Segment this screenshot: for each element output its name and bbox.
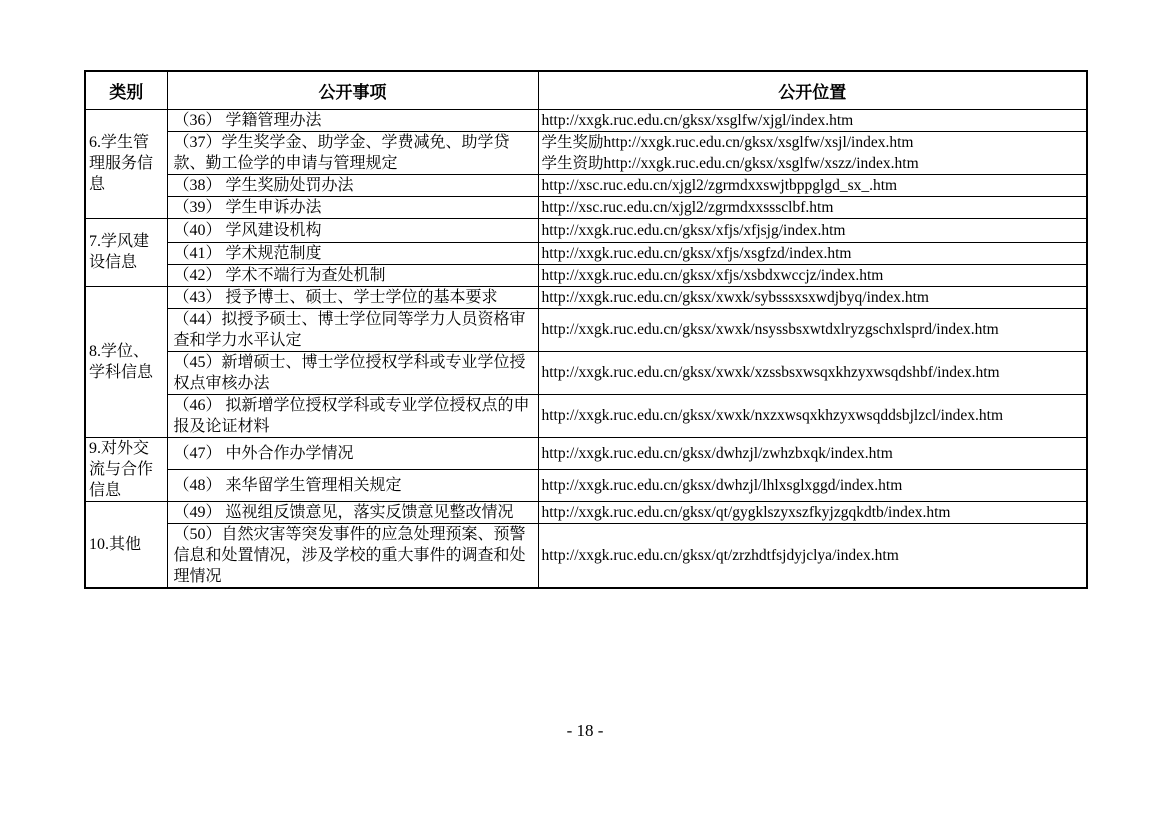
item-cell: （44）拟授予硕士、博士学位同等学力人员资格审查和学力水平认定 <box>167 308 538 351</box>
location-cell: http://xxgk.ruc.edu.cn/gksx/xsglfw/xjgl/index.htm <box>538 109 1087 131</box>
item-cell: （49） 巡视组反馈意见，落实反馈意见整改情况 <box>167 501 538 523</box>
column-header-location: 公开位置 <box>538 71 1087 109</box>
item-cell: （40） 学风建设机构 <box>167 218 538 242</box>
location-cell: http://xsc.ruc.edu.cn/xjgl2/zgrmdxxsssclbf.htm <box>538 196 1087 218</box>
item-cell: （42） 学术不端行为查处机制 <box>167 264 538 286</box>
location-line: 学生奖励http://xxgk.ruc.edu.cn/gksx/xsglfw/xsjl/index.htm <box>541 133 914 151</box>
table-row <box>85 437 1087 469</box>
table-row <box>85 469 1087 501</box>
table-row <box>85 264 1087 286</box>
table-row <box>85 523 1087 588</box>
item-cell: （50）自然灾害等突发事件的应急处理预案、预警信息和处置情况，涉及学校的重大事件的调查和处理情况 <box>167 523 538 588</box>
location-cell: http://xxgk.ruc.edu.cn/gksx/xfjs/xfjsjg/index.htm <box>538 218 1087 242</box>
category-cell-6: 6.学生管理服务信息 <box>85 109 167 218</box>
location-line: 学生资助http://xxgk.ruc.edu.cn/gksx/xsglfw/xszz/index.htm <box>541 154 919 172</box>
location-cell: http://xsc.ruc.edu.cn/xjgl2/zgrmdxxswjtbppglgd_sx_.htm <box>538 174 1087 196</box>
location-cell <box>538 131 1087 174</box>
location-cell: http://xxgk.ruc.edu.cn/gksx/qt/gygklszyxszfkyjzgqkdtb/index.htm <box>538 501 1087 523</box>
header-row <box>85 71 1087 109</box>
page-number: - 18 - <box>566 721 604 740</box>
location-cell: http://xxgk.ruc.edu.cn/gksx/xfjs/xsgfzd/index.htm <box>538 242 1087 264</box>
disclosure-table <box>84 70 1088 589</box>
column-header-category: 类别 <box>85 71 167 109</box>
table-row <box>85 242 1087 264</box>
location-cell: http://xxgk.ruc.edu.cn/gksx/qt/zrzhdtfsjdyjclya/index.htm <box>538 523 1087 588</box>
category-cell-8: 8.学位、学科信息 <box>85 286 167 437</box>
location-cell: http://xxgk.ruc.edu.cn/gksx/xfjs/xsbdxwccjz/index.htm <box>538 264 1087 286</box>
item-cell: （37）学生奖学金、助学金、学费减免、助学贷款、勤工俭学的申请与管理规定 <box>167 131 538 174</box>
table-row <box>85 109 1087 131</box>
table-row <box>85 351 1087 394</box>
table-row <box>85 501 1087 523</box>
table-row <box>85 218 1087 242</box>
location-cell: http://xxgk.ruc.edu.cn/gksx/xwxk/sybsssxsxwdjbyq/index.htm <box>538 286 1087 308</box>
location-cell: http://xxgk.ruc.edu.cn/gksx/xwxk/nsyssbsxwtdxlryzgschxlsprd/index.htm <box>538 308 1087 351</box>
item-cell: （36） 学籍管理办法 <box>167 109 538 131</box>
location-cell: http://xxgk.ruc.edu.cn/gksx/xwxk/xzssbsxwsqxkhzyxwsqdshbf/index.htm <box>538 351 1087 394</box>
item-cell: （43） 授予博士、硕士、学士学位的基本要求 <box>167 286 538 308</box>
item-cell: （45）新增硕士、博士学位授权学科或专业学位授权点审核办法 <box>167 351 538 394</box>
table-row <box>85 131 1087 174</box>
category-cell-7: 7.学风建设信息 <box>85 218 167 286</box>
table-row <box>85 286 1087 308</box>
column-header-item: 公开事项 <box>167 71 538 109</box>
table-row <box>85 394 1087 437</box>
item-cell: （41） 学术规范制度 <box>167 242 538 264</box>
item-cell: （48） 来华留学生管理相关规定 <box>167 469 538 501</box>
item-cell: （47） 中外合作办学情况 <box>167 437 538 469</box>
item-cell: （38） 学生奖励处罚办法 <box>167 174 538 196</box>
table-row <box>85 308 1087 351</box>
category-cell-9: 9.对外交流与合作信息 <box>85 437 167 501</box>
table-row <box>85 196 1087 218</box>
location-cell: http://xxgk.ruc.edu.cn/gksx/dwhzjl/zwhzbxqk/index.htm <box>538 437 1087 469</box>
location-cell: http://xxgk.ruc.edu.cn/gksx/dwhzjl/lhlxsglxggd/index.htm <box>538 469 1087 501</box>
item-cell: （46） 拟新增学位授权学科或专业学位授权点的申报及论证材料 <box>167 394 538 437</box>
item-cell: （39） 学生申诉办法 <box>167 196 538 218</box>
category-cell-10: 10.其他 <box>85 501 167 588</box>
location-cell: http://xxgk.ruc.edu.cn/gksx/xwxk/nxzxwsqxkhzyxwsqddsbjlzcl/index.htm <box>538 394 1087 437</box>
table-row <box>85 174 1087 196</box>
